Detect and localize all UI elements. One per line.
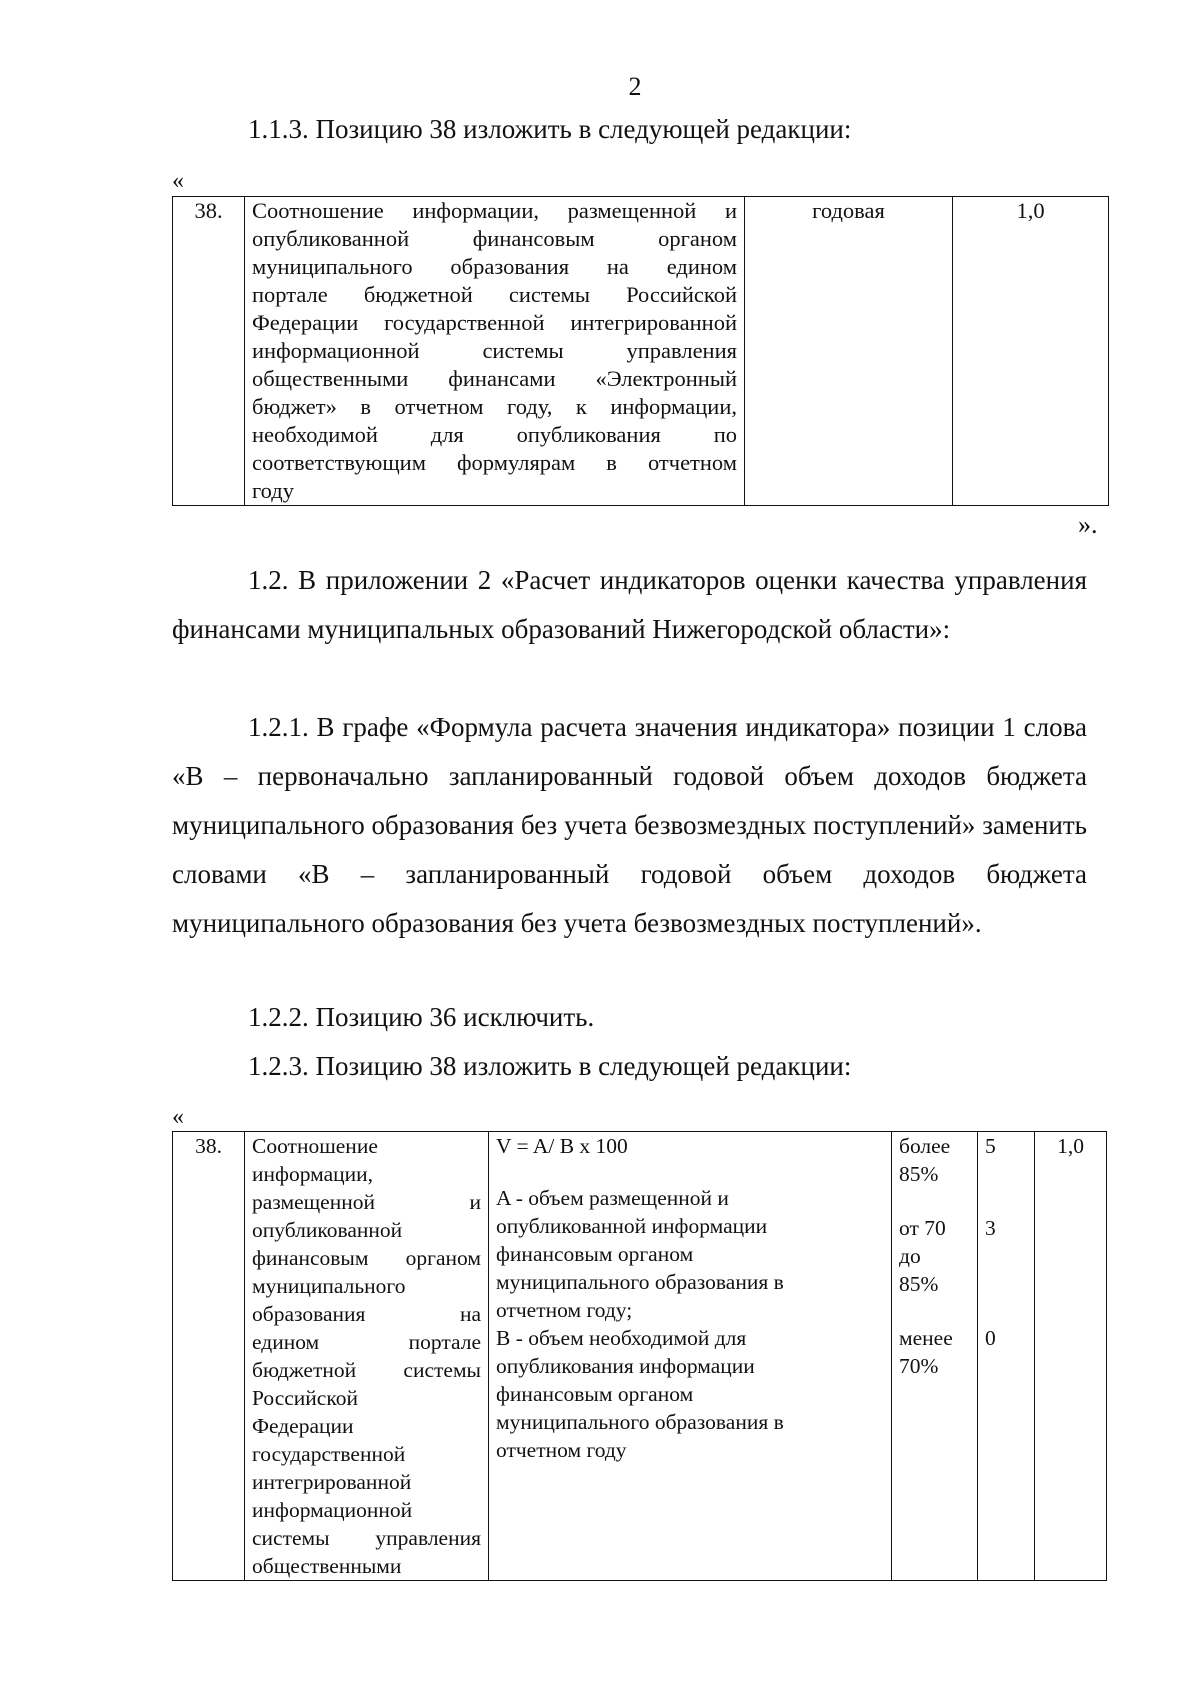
table2-scores bbox=[978, 1132, 1035, 1581]
table2-description: Соотношение информации, размещенной и опубликованной финансовым органом муниципального образования на едином портале бюджетной системы Российской Федерации государственной интегрированной информационной системы управления общественными bbox=[245, 1132, 489, 1581]
table2-formula bbox=[489, 1132, 892, 1581]
open-quote-2: « bbox=[172, 1104, 184, 1130]
page-number: 2 bbox=[628, 72, 642, 101]
paragraph-1-2-1: 1.2.1. В графе «Формула расчета значения индикатора» позиции 1 слова «В – первоначально запланированный годовой объем доходов бюджета муниципального образования без учета безвозмездных поступлений» заменить словами «В – запланированный годовой объем доходов бюджета муниципального образования без учета безвозмездных поступлений». bbox=[172, 712, 1087, 938]
range-1: более 85% bbox=[899, 1134, 951, 1186]
formula-a-definition: A - объем размещенной и опубликованной информации финансовым органом муниципального образования в отчетном году; bbox=[496, 1186, 784, 1322]
table1-period: годовая bbox=[745, 197, 953, 506]
score-2: 3 bbox=[985, 1216, 996, 1240]
formula-expression: V = A/ B x 100 bbox=[496, 1134, 628, 1158]
paragraph-1-2: 1.2. В приложении 2 «Расчет индикаторов оценки качества управления финансами муниципальных образований Нижегородской области»: bbox=[172, 565, 1087, 644]
formula-b-definition: В - объем необходимой для опубликования информации финансовым органом муниципального образования в отчетном году bbox=[496, 1326, 784, 1462]
position-38-table-1 bbox=[172, 196, 1109, 506]
table1-num: 38. bbox=[173, 197, 245, 506]
table2-weight: 1,0 bbox=[1035, 1132, 1107, 1581]
table2-num: 38. bbox=[173, 1132, 245, 1581]
paragraph-1-2-2: 1.2.2. Позицию 36 исключить. bbox=[248, 1002, 595, 1032]
range-3: менее 70% bbox=[899, 1326, 953, 1378]
position-38-table-2 bbox=[172, 1131, 1107, 1581]
paragraph-1-2-3: 1.2.3. Позицию 38 изложить в следующей редакции: bbox=[248, 1051, 852, 1081]
table1-description: Соотношение информации, размещенной и опубликованной финансовым органом муниципального образования на едином портале бюджетной системы Российской Федерации государственной интегрированной информационной системы управления общественными финансами «Электронный бюджет» в отчетном году, к информации, необходимой для опубликования по соответствующим формулярам в отчетном году bbox=[245, 197, 745, 506]
paragraph-1-1-3: 1.1.3. Позицию 38 изложить в следующей редакции: bbox=[248, 114, 852, 144]
close-quote-1: ». bbox=[1078, 510, 1098, 539]
range-2: от 70 до 85% bbox=[899, 1216, 946, 1296]
table1-weight: 1,0 bbox=[953, 197, 1109, 506]
table2-ranges bbox=[892, 1132, 978, 1581]
score-1: 5 bbox=[985, 1134, 996, 1158]
open-quote-1: « bbox=[172, 168, 184, 194]
score-3: 0 bbox=[985, 1326, 996, 1350]
